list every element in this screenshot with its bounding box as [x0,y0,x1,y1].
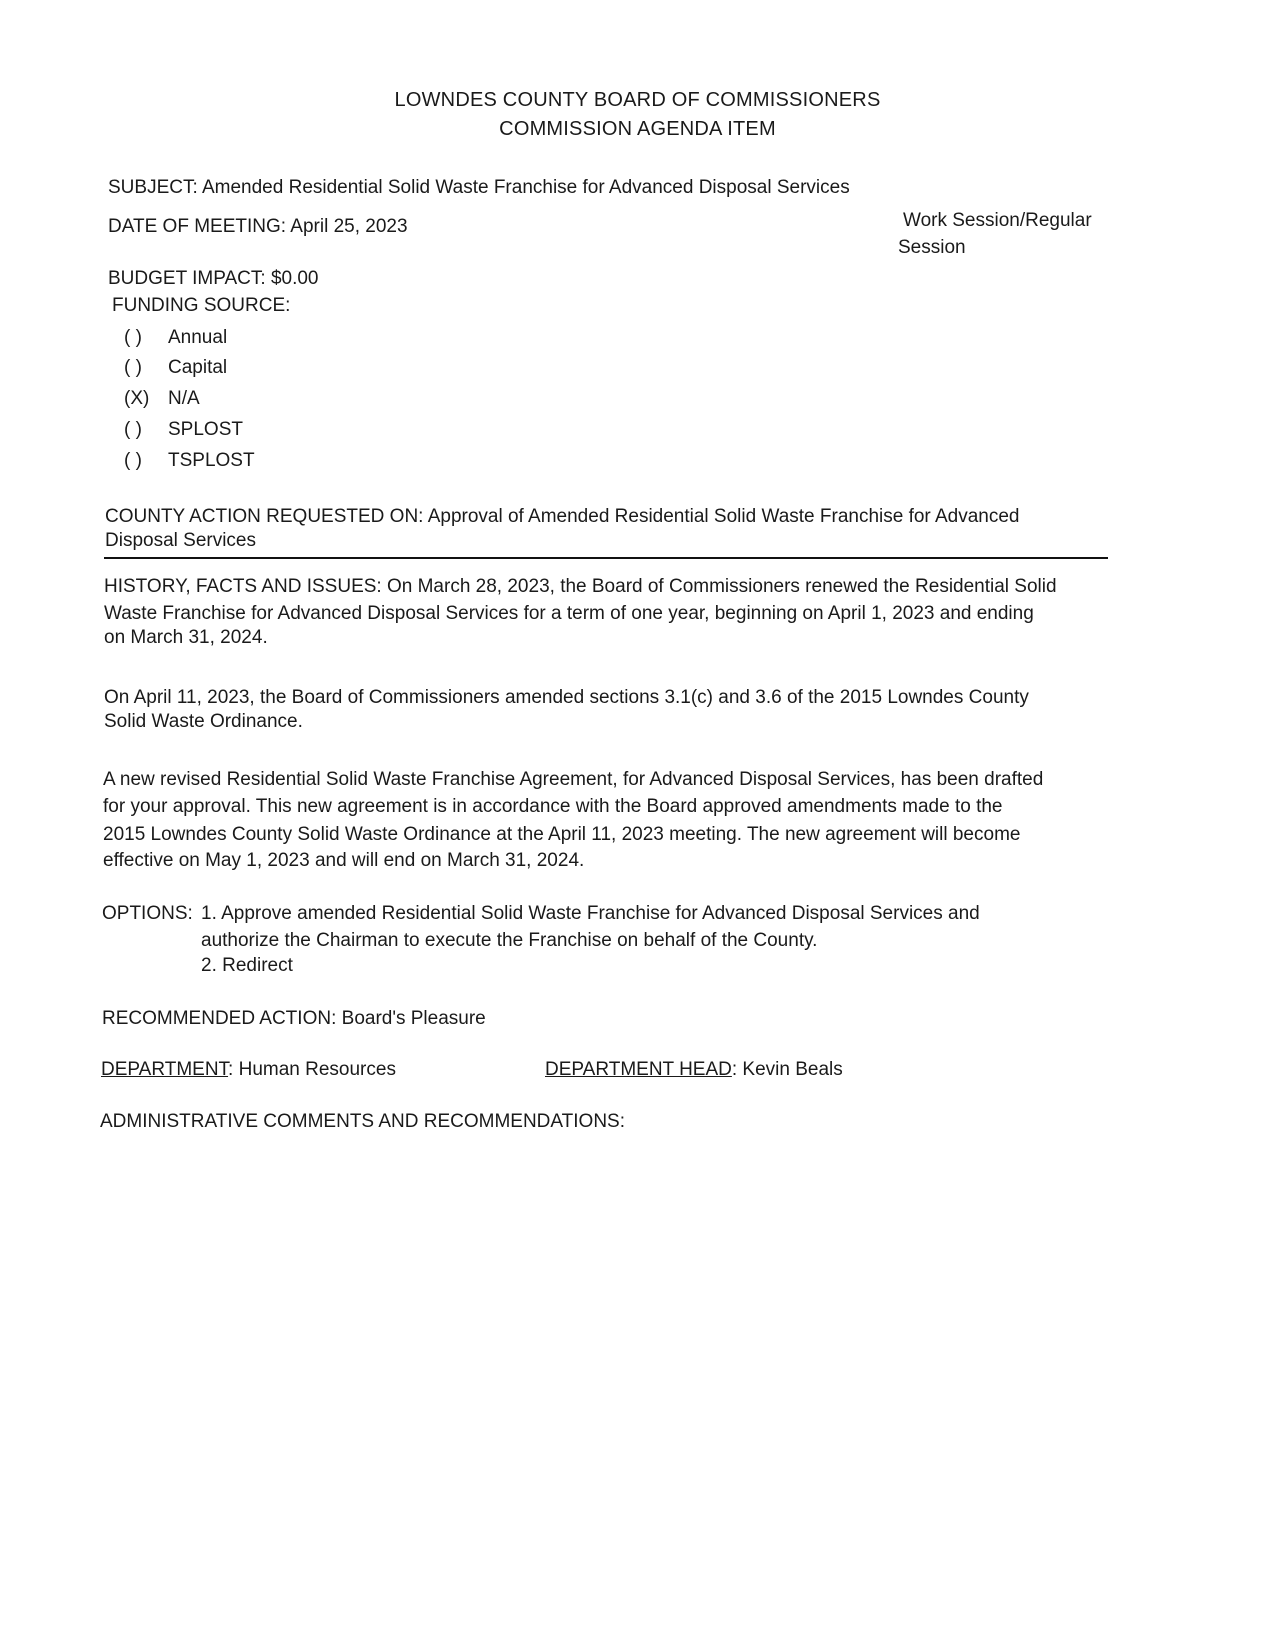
options-label: OPTIONS: [102,903,193,924]
document-title: LOWNDES COUNTY BOARD OF COMMISSIONERS [394,89,881,111]
funding-option-label: SPLOST [168,419,243,440]
funding-checkbox-mark: ( ) [124,327,142,348]
subject-label: SUBJECT: [108,177,198,198]
history-p3-line1: A new revised Residential Solid Waste Franchise Agreement, for Advanced Disposal Services, has been drafted [103,769,1044,790]
session-type-line2: Session [898,237,966,258]
document-subtitle: COMMISSION AGENDA ITEM [499,118,776,140]
meeting-date-label: DATE OF MEETING: [108,216,287,237]
department-line [101,1059,396,1081]
subject-value: Amended Residential Solid Waste Franchise for Advanced Disposal Services [201,177,850,198]
funding-option-splost [124,419,243,441]
funding-source-label: FUNDING SOURCE: [112,295,291,316]
subject-line [108,177,850,199]
funding-option-label: Annual [168,327,228,348]
funding-option-label: N/A [168,388,200,409]
history-p3-line4: effective on May 1, 2023 and will end on March 31, 2024. [103,850,585,871]
department-head-value: : Kevin Beals [731,1059,843,1080]
action-requested-label: COUNTY ACTION REQUESTED ON: [105,506,424,527]
funding-checkbox-mark: ( ) [124,357,142,378]
history-label: HISTORY, FACTS AND ISSUES: [104,576,382,597]
history-p3-line3: 2015 Lowndes County Solid Waste Ordinance at the April 11, 2023 meeting. The new agreement will become [103,824,1021,845]
department-head-label: DEPARTMENT HEAD [545,1059,732,1080]
action-requested-line1 [105,506,1020,528]
history-line2: Waste Franchise for Advanced Disposal Services for a term of one year, beginning on April 1, 2023 and ending [104,603,1034,624]
department-head-line [545,1059,843,1081]
recommended-action-label: RECOMMENDED ACTION: [102,1008,337,1029]
history-line1 [104,576,1057,598]
recommended-action-value: Board's Pleasure [341,1008,486,1029]
option-2: 2. Redirect [201,955,293,976]
action-requested-value: Approval of Amended Residential Solid Waste Franchise for Advanced [427,506,1020,527]
action-requested-line2: Disposal Services [105,530,256,551]
department-label: DEPARTMENT [101,1059,229,1080]
funding-option-label: Capital [168,357,228,378]
option-1-line2: authorize the Chairman to execute the Franchise on behalf of the County. [201,930,818,951]
meeting-date-value: April 25, 2023 [290,216,408,237]
session-type-line1: Work Session/Regular [903,210,1092,231]
history-p2-line2: Solid Waste Ordinance. [104,711,303,732]
admin-comments-label: ADMINISTRATIVE COMMENTS AND RECOMMENDATIONS: [100,1111,625,1132]
funding-option-capital [124,357,227,379]
budget-impact-value: $0.00 [270,268,319,289]
budget-impact-line [108,268,318,290]
funding-option-label: TSPLOST [168,450,255,471]
recommended-action-line [102,1008,486,1030]
history-p2-line1: On April 11, 2023, the Board of Commissioners amended sections 3.1(c) and 3.6 of the 2015 Lowndes County [104,687,1029,708]
history-p3-line2: for your approval. This new agreement is in accordance with the Board approved amendments made to the [103,796,1003,817]
funding-checkbox-mark: (X) [124,388,150,409]
funding-option-annual [124,327,227,349]
funding-checkbox-mark: ( ) [124,419,142,440]
department-value: : Human Resources [228,1059,396,1080]
budget-impact-label: BUDGET IMPACT: [108,268,266,289]
history-line3: on March 31, 2024. [104,627,268,648]
meeting-date-line [108,216,408,238]
section-divider [104,557,1108,559]
funding-option-na [124,388,200,410]
funding-option-tsplost [124,450,255,472]
funding-checkbox-mark: ( ) [124,450,142,471]
history-text: On March 28, 2023, the Board of Commissioners renewed the Residential Solid [386,576,1057,597]
option-1-line1: 1. Approve amended Residential Solid Waste Franchise for Advanced Disposal Services and [201,903,980,924]
